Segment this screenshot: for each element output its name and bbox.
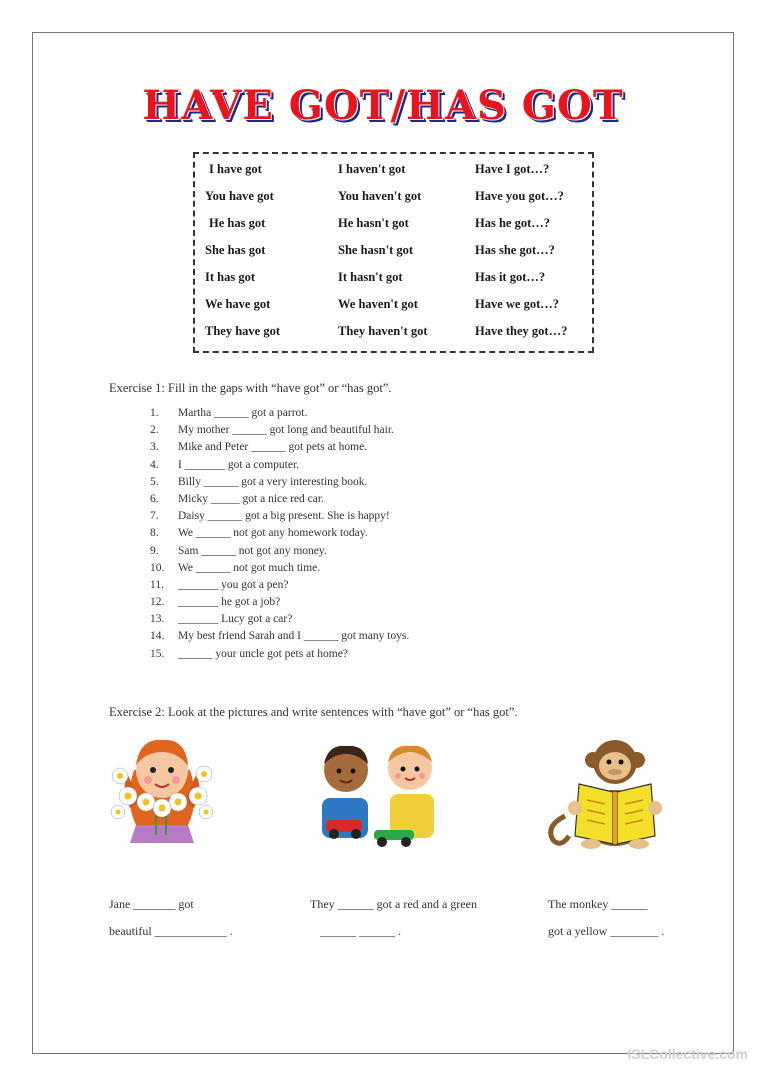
sentence2-line1: They ______ got a red and a green	[310, 897, 477, 911]
item-number: 6.	[150, 492, 159, 505]
grammar-cell: Has she got…?	[475, 243, 555, 257]
grammar-cell: Have they got…?	[475, 324, 568, 338]
item-text: Sam ______ not got any money.	[178, 544, 327, 557]
item-number: 11.	[150, 578, 164, 591]
item-number: 4.	[150, 458, 159, 471]
grammar-cell: I have got	[209, 162, 262, 176]
item-text: We ______ not got any homework today.	[178, 527, 368, 540]
item-text: _______ he got a job?	[178, 596, 281, 609]
grammar-cell: She has got	[205, 243, 266, 257]
item-number: 8.	[150, 527, 159, 540]
exercise1-item	[150, 508, 409, 525]
item-text: ______ your uncle got pets at home?	[178, 647, 348, 660]
grammar-cell: He hasn't got	[338, 216, 409, 230]
exercise1-title: Exercise 1: Fill in the gaps with “have got” or “has got”.	[109, 381, 392, 395]
grammar-cell: Have I got…?	[475, 162, 550, 176]
grammar-cell: You have got	[205, 189, 274, 203]
sentence1-line1: Jane _______ got	[109, 897, 194, 911]
grammar-cell: She hasn't got	[338, 243, 414, 257]
grammar-cell: Have we got…?	[475, 297, 560, 311]
item-text: Daisy ______ got a big present. She is happy!	[178, 510, 390, 523]
item-number: 1.	[150, 407, 159, 419]
grammar-cell: They haven't got	[338, 324, 428, 338]
item-number: 3.	[150, 441, 159, 454]
exercise1-item	[150, 577, 409, 594]
item-number: 14.	[150, 630, 165, 643]
grammar-table	[193, 152, 594, 353]
item-text: We ______ not got much time.	[178, 561, 321, 574]
exercise1-item	[150, 560, 409, 577]
grammar-cell: It hasn't got	[338, 270, 403, 284]
sentence1-line2: beautiful ____________ .	[109, 924, 233, 938]
page-title: HAVE GOT/HAS GOT	[142, 82, 624, 129]
grammar-cell: He has got	[209, 216, 266, 230]
exercise1-item	[150, 491, 409, 508]
item-number: 10.	[150, 561, 165, 574]
girl-with-flowers-picture	[106, 730, 218, 845]
grammar-cell: We haven't got	[338, 297, 418, 311]
exercise1-item	[150, 439, 409, 456]
grammar-cell: They have got	[205, 324, 280, 338]
item-text: Billy ______ got a very interesting book.	[178, 475, 368, 488]
boys-with-cars-picture	[316, 738, 444, 848]
item-text: _______ you got a pen?	[178, 578, 289, 591]
item-number: 5.	[150, 475, 159, 488]
exercise1-item	[150, 646, 409, 663]
exercise1-item	[150, 457, 409, 474]
grammar-cell: We have got	[205, 297, 271, 311]
item-text: _______ Lucy got a car?	[178, 613, 293, 626]
item-text: I _______ got a computer.	[178, 458, 300, 471]
item-number: 13.	[150, 613, 165, 626]
item-text: My mother ______ got long and beautiful hair.	[178, 424, 394, 437]
grammar-cell: I haven't got	[338, 162, 406, 176]
exercise1-item	[150, 594, 409, 611]
item-number: 2.	[150, 424, 159, 437]
item-number: 7.	[150, 510, 159, 523]
item-text: Mike and Peter ______ got pets at home.	[178, 441, 368, 454]
grammar-cell: Has he got…?	[475, 216, 550, 230]
item-number: 9.	[150, 544, 159, 557]
grammar-cell: Has it got…?	[475, 270, 546, 284]
grammar-cell: It has got	[205, 270, 256, 284]
item-number: 12.	[150, 596, 165, 609]
exercise1-item	[150, 543, 409, 560]
grammar-cell: Have you got…?	[475, 189, 564, 203]
exercise2-title: Exercise 2: Look at the pictures and write sentences with “have got” or “has got”.	[109, 705, 518, 719]
item-number: 15.	[150, 647, 165, 660]
exercise1-item	[150, 611, 409, 628]
grammar-cell: You haven't got	[338, 189, 422, 203]
sentence3-line2: got a yellow ________ .	[548, 924, 665, 938]
sentence3-line1: The monkey ______	[548, 897, 648, 911]
exercise1-item	[150, 628, 409, 645]
exercise1-item	[150, 405, 409, 422]
exercise1-item	[150, 474, 409, 491]
sentence2-line2: ______ ______ .	[320, 924, 401, 938]
monkey-reading-picture	[545, 736, 667, 850]
exercise1-list	[150, 405, 409, 663]
item-text: Micky _____ got a nice red car.	[178, 492, 324, 505]
item-text: Martha ______ got a parrot.	[178, 407, 308, 419]
item-text: My best friend Sarah and I ______ got many toys.	[178, 630, 410, 643]
exercise1-item	[150, 422, 409, 439]
exercise1-item	[150, 525, 409, 542]
watermark: ISLCollective.com	[627, 1046, 748, 1062]
